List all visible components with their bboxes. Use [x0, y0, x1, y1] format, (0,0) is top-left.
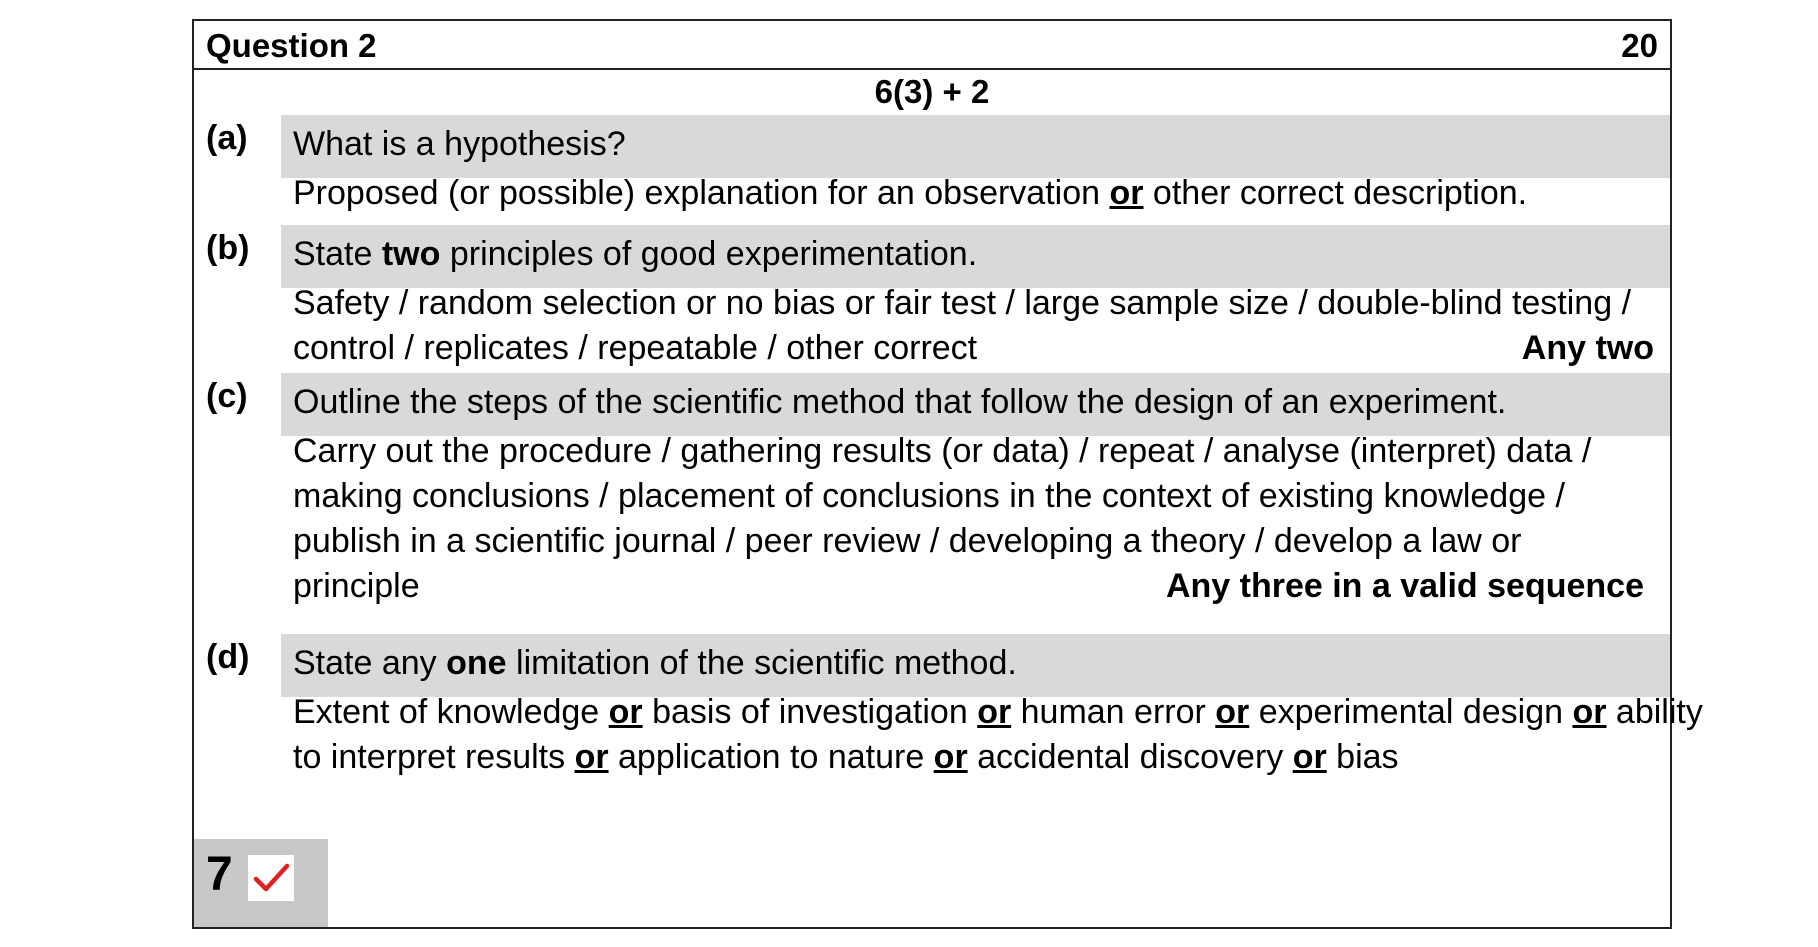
- answer-b-note: Any two: [1521, 329, 1654, 367]
- answer-a: [293, 171, 1654, 216]
- score-value: 7: [206, 848, 233, 901]
- score-box: [194, 839, 328, 927]
- question-c-text: Outline the steps of the scientific method that follow the design of an experiment.: [293, 383, 1507, 421]
- question-b-text: State two principles of good experimentation.: [293, 235, 978, 273]
- question-header: [194, 21, 1670, 70]
- answer-b-line-1: Safety / random selection or no bias or fair test / large sample size / double-blind testing /: [293, 284, 1632, 322]
- answer-d-line-2: to interpret results or application to nature or accidental discovery or bias: [293, 738, 1399, 776]
- answer-a-text-end: other correct description.: [1143, 174, 1528, 212]
- answer-c-line-4: principle: [293, 567, 420, 605]
- total-marks: 20: [1621, 27, 1658, 64]
- question-d: [281, 634, 1670, 697]
- part-label-d: (d): [206, 638, 250, 676]
- answer-a-or: or: [1109, 174, 1144, 212]
- answer-c-note: Any three in a valid sequence: [1165, 567, 1644, 605]
- marking-scheme-box: [192, 19, 1703, 929]
- answer-c-line-1: Carry out the procedure / gathering results (or data) / repeat / analyse (interpret) data /: [293, 432, 1592, 470]
- question-a-text: What is a hypothesis?: [293, 125, 626, 163]
- red-check-icon: [248, 855, 294, 901]
- question-title: Question 2: [206, 27, 377, 64]
- part-label-b: (b): [206, 229, 250, 267]
- mark-allocation: 6(3) + 2: [874, 73, 990, 110]
- answer-c-line-2: making conclusions / placement of conclusions in the context of existing knowledge /: [293, 477, 1565, 515]
- answer-a-text: Proposed (or possible) explanation for an observation: [293, 174, 1110, 212]
- part-label-a: (a): [206, 119, 248, 157]
- question-b: [281, 225, 1670, 288]
- answer-b: [293, 281, 1654, 371]
- part-label-c: (c): [206, 377, 248, 415]
- answer-c-line-3: publish in a scientific journal / peer review / developing a theory / develop a law or: [293, 522, 1522, 560]
- question-d-text: State any one limitation of the scientific method.: [293, 644, 1017, 682]
- question-a: [281, 115, 1670, 178]
- answer-d-line-1: Extent of knowledge or basis of investigation or human error or experimental design or ability: [293, 693, 1703, 731]
- answer-c: [293, 429, 1654, 609]
- question-c: [281, 373, 1670, 436]
- answer-b-line-2: control / replicates / repeatable / other correct: [293, 329, 978, 367]
- answer-d: [293, 690, 1703, 780]
